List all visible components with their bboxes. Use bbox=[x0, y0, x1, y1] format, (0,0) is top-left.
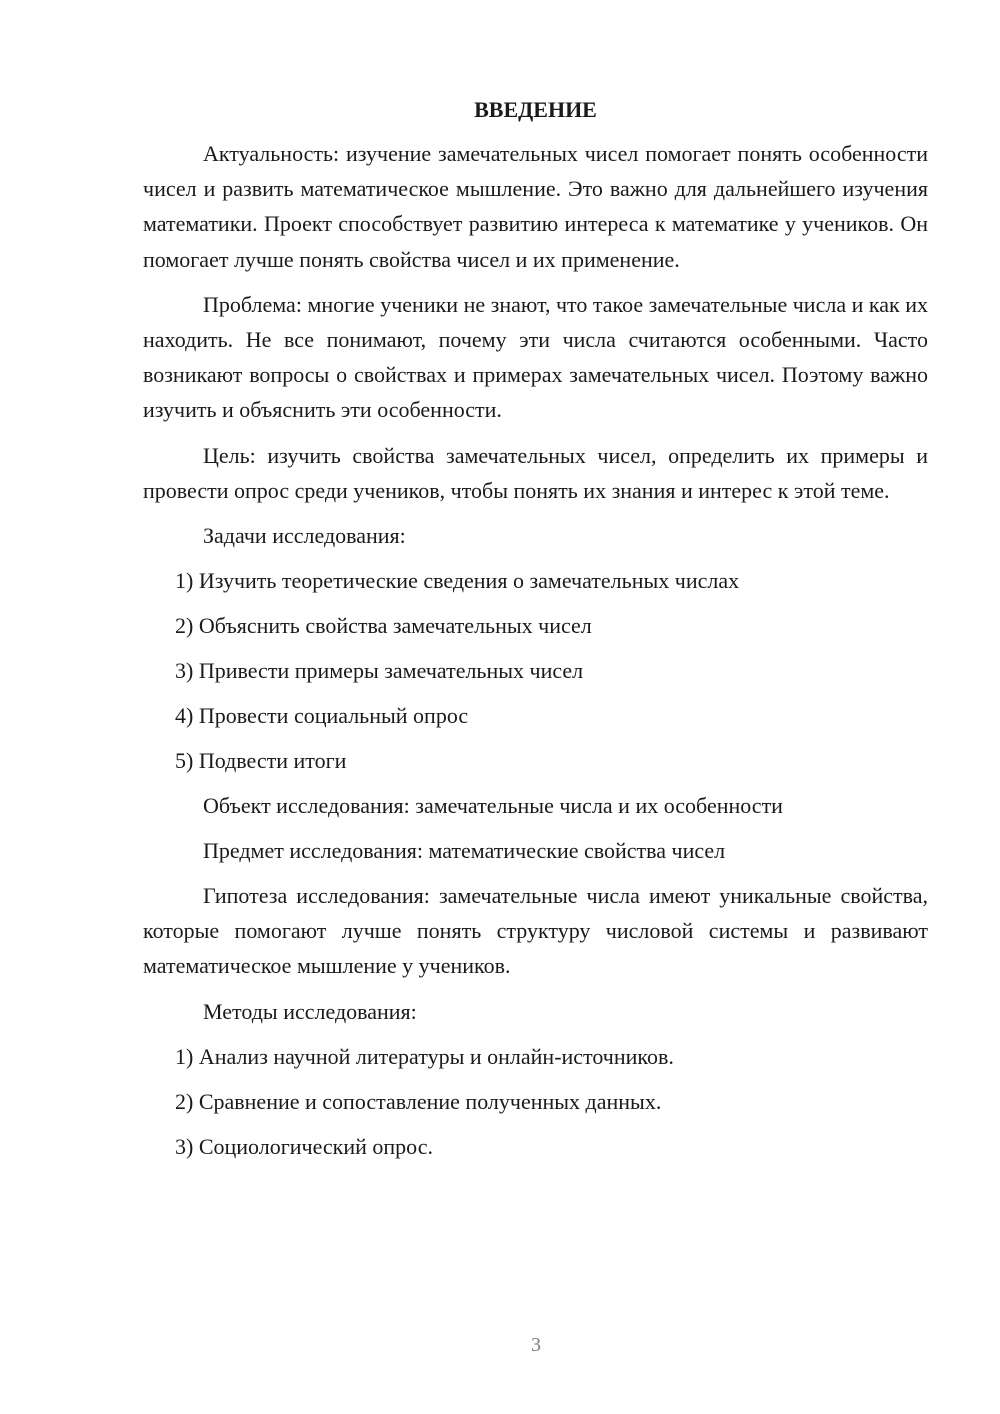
research-object: Объект исследования: замечательные числа и их особенности bbox=[203, 793, 783, 819]
section-heading: ВВЕДЕНИЕ bbox=[474, 97, 597, 122]
paragraph-goal: Цель: изучить свойства замечательных чисел, определить их примеры и провести опрос среди учеников, чтобы понять их знания и интерес к этой теме. bbox=[143, 442, 928, 503]
page-content bbox=[143, 92, 928, 1174]
method-item: 1) Анализ научной литературы и онлайн-источников. bbox=[175, 1043, 674, 1069]
task-item: 1) Изучить теоретические сведения о замечательных числах bbox=[175, 568, 740, 594]
paragraph-problem: Проблема: многие ученики не знают, что такое замечательные числа и как их находить. Не все понимают, почему эти числа считаются особенными. Часто возникают вопросы о свойствах и примерах замечательных чисел. Поэтому важно изучить и объяснить эти особенности. bbox=[143, 291, 928, 423]
tasks-label: Задачи исследования: bbox=[203, 523, 406, 549]
task-item: 5) Подвести итоги bbox=[175, 748, 347, 774]
method-item: 2) Сравнение и сопоставление полученных данных. bbox=[175, 1088, 662, 1114]
methods-label: Методы исследования: bbox=[203, 998, 417, 1024]
task-item: 4) Провести социальный опрос bbox=[175, 703, 469, 729]
task-item: 3) Привести примеры замечательных чисел bbox=[175, 658, 584, 684]
paragraph-relevance: Актуальность: изучение замечательных чисел помогает понять особенности чисел и развить математическое мышление. Это важно для дальнейшего изучения математики. Проект способствует развитию интереса к математике у учеников. Он помогает лучше понять свойства чисел и их применение. bbox=[143, 141, 928, 272]
research-subject: Предмет исследования: математические свойства чисел bbox=[203, 838, 726, 864]
task-item: 2) Объяснить свойства замечательных чисел bbox=[175, 613, 592, 639]
page-number: 3 bbox=[531, 1334, 541, 1356]
method-item: 3) Социологический опрос. bbox=[175, 1133, 433, 1159]
paragraph-hypothesis: Гипотеза исследования: замечательные числа имеют уникальные свойства, которые помогают лучше понять структуру числовой системы и развивают математическое мышление у учеников. bbox=[143, 883, 928, 979]
